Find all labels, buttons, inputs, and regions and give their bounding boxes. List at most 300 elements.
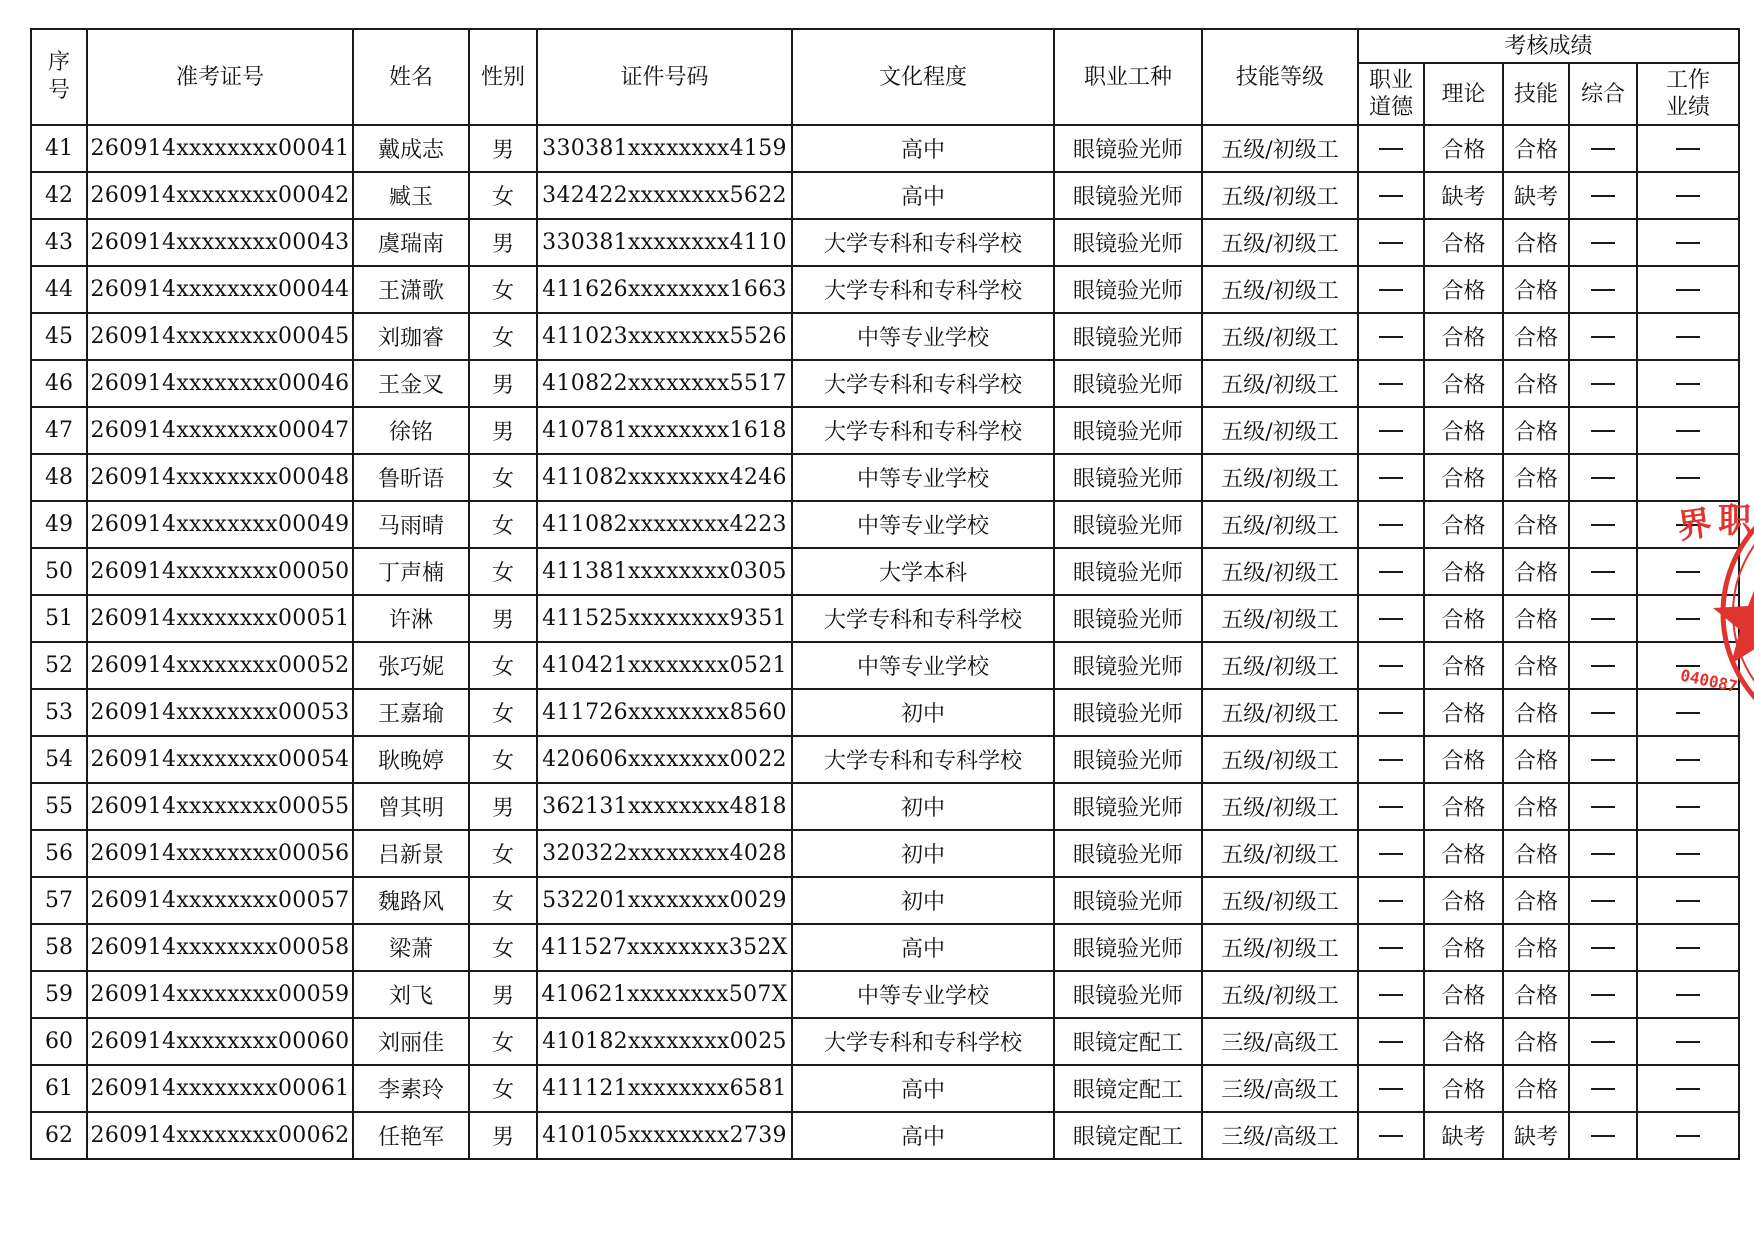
cell-seq: 48 (31, 454, 87, 501)
cell-gender: 男 (469, 595, 537, 642)
cell-overall (1569, 1112, 1637, 1159)
cell-job: 眼镜验光师 (1054, 266, 1202, 313)
cell-overall (1569, 172, 1637, 219)
cell-admit: 260914xxxxxxxx00041 (87, 125, 353, 172)
cell-performance (1637, 407, 1739, 454)
cell-seq: 58 (31, 924, 87, 971)
cell-skill: 合格 (1503, 736, 1569, 783)
cell-id: 410182xxxxxxxx0025 (537, 1018, 792, 1065)
cell-gender: 女 (469, 313, 537, 360)
cell-performance (1637, 783, 1739, 830)
empty-dash (1591, 759, 1615, 761)
cell-performance (1637, 313, 1739, 360)
cell-ethics (1358, 877, 1424, 924)
cell-admit: 260914xxxxxxxx00050 (87, 548, 353, 595)
cell-overall (1569, 595, 1637, 642)
cell-admit: 260914xxxxxxxx00061 (87, 1065, 353, 1112)
cell-id: 411082xxxxxxxx4223 (537, 501, 792, 548)
cell-name: 戴成志 (353, 125, 469, 172)
cell-job: 眼镜验光师 (1054, 971, 1202, 1018)
cell-performance (1637, 924, 1739, 971)
table-row (31, 1018, 1739, 1065)
empty-dash (1676, 571, 1700, 573)
empty-dash (1591, 806, 1615, 808)
cell-seq: 55 (31, 783, 87, 830)
cell-edu: 高中 (792, 125, 1054, 172)
empty-dash (1379, 853, 1403, 855)
cell-performance (1637, 1112, 1739, 1159)
empty-dash (1379, 1041, 1403, 1043)
table-row (31, 877, 1739, 924)
seal-code: 040087 (1678, 665, 1740, 697)
cell-skill: 合格 (1503, 548, 1569, 595)
cell-admit: 260914xxxxxxxx00062 (87, 1112, 353, 1159)
empty-dash (1591, 383, 1615, 385)
cell-theory: 合格 (1424, 360, 1503, 407)
cell-edu: 初中 (792, 689, 1054, 736)
empty-dash (1591, 195, 1615, 197)
empty-dash (1676, 994, 1700, 996)
empty-dash (1591, 712, 1615, 714)
cell-skill: 缺考 (1503, 1112, 1569, 1159)
header-ethics-label: 职业道德 (1368, 68, 1413, 120)
cell-performance (1637, 125, 1739, 172)
empty-dash (1676, 1135, 1700, 1137)
cell-edu: 高中 (792, 1112, 1054, 1159)
cell-performance (1637, 642, 1739, 689)
header-theory: 理论 (1424, 63, 1503, 125)
cell-skill: 合格 (1503, 924, 1569, 971)
cell-job: 眼镜定配工 (1054, 1018, 1202, 1065)
cell-ethics (1358, 830, 1424, 877)
cell-gender: 女 (469, 501, 537, 548)
header-job: 职业工种 (1054, 29, 1202, 125)
cell-seq: 52 (31, 642, 87, 689)
header-performance-label: 工作业绩 (1665, 68, 1710, 120)
cell-seq: 42 (31, 172, 87, 219)
cell-overall (1569, 501, 1637, 548)
cell-name: 吕新景 (353, 830, 469, 877)
cell-theory: 合格 (1424, 783, 1503, 830)
cell-theory: 合格 (1424, 501, 1503, 548)
cell-id: 410621xxxxxxxx507X (537, 971, 792, 1018)
cell-edu: 高中 (792, 924, 1054, 971)
cell-gender: 女 (469, 548, 537, 595)
cell-theory: 合格 (1424, 736, 1503, 783)
empty-dash (1676, 195, 1700, 197)
empty-dash (1676, 336, 1700, 338)
cell-id: 410822xxxxxxxx5517 (537, 360, 792, 407)
cell-seq: 49 (31, 501, 87, 548)
cell-seq: 61 (31, 1065, 87, 1112)
cell-skill: 合格 (1503, 595, 1569, 642)
empty-dash (1379, 994, 1403, 996)
cell-seq: 53 (31, 689, 87, 736)
cell-performance (1637, 830, 1739, 877)
cell-id: 411726xxxxxxxx8560 (537, 689, 792, 736)
cell-overall (1569, 360, 1637, 407)
cell-overall (1569, 924, 1637, 971)
table-row (31, 501, 1739, 548)
cell-name: 任艳军 (353, 1112, 469, 1159)
cell-performance (1637, 1065, 1739, 1112)
cell-edu: 大学专科和专科学校 (792, 595, 1054, 642)
cell-edu: 大学专科和专科学校 (792, 736, 1054, 783)
cell-edu: 中等专业学校 (792, 642, 1054, 689)
empty-dash (1591, 477, 1615, 479)
table-row (31, 548, 1739, 595)
results-table (30, 28, 1740, 1160)
cell-ethics (1358, 736, 1424, 783)
cell-name: 曾其明 (353, 783, 469, 830)
cell-name: 王潇歌 (353, 266, 469, 313)
cell-level: 五级/初级工 (1202, 360, 1358, 407)
cell-level: 五级/初级工 (1202, 877, 1358, 924)
cell-edu: 大学专科和专科学校 (792, 407, 1054, 454)
empty-dash (1676, 477, 1700, 479)
cell-job: 眼镜验光师 (1054, 924, 1202, 971)
cell-admit: 260914xxxxxxxx00049 (87, 501, 353, 548)
cell-ethics (1358, 266, 1424, 313)
cell-gender: 女 (469, 454, 537, 501)
empty-dash (1379, 1088, 1403, 1090)
empty-dash (1676, 289, 1700, 291)
cell-name: 臧玉 (353, 172, 469, 219)
table-row (31, 689, 1739, 736)
cell-overall (1569, 1065, 1637, 1112)
table-body (31, 125, 1739, 1159)
empty-dash (1379, 148, 1403, 150)
cell-performance (1637, 971, 1739, 1018)
cell-seq: 54 (31, 736, 87, 783)
cell-name: 魏路风 (353, 877, 469, 924)
table-row (31, 219, 1739, 266)
cell-seq: 44 (31, 266, 87, 313)
cell-skill: 合格 (1503, 501, 1569, 548)
empty-dash (1591, 618, 1615, 620)
empty-dash (1591, 336, 1615, 338)
table-row (31, 454, 1739, 501)
empty-dash (1676, 712, 1700, 714)
cell-level: 五级/初级工 (1202, 595, 1358, 642)
cell-level: 五级/初级工 (1202, 830, 1358, 877)
table-row (31, 971, 1739, 1018)
header-ethics (1358, 63, 1424, 125)
empty-dash (1379, 665, 1403, 667)
cell-admit: 260914xxxxxxxx00055 (87, 783, 353, 830)
empty-dash (1676, 524, 1700, 526)
cell-ethics (1358, 1018, 1424, 1065)
empty-dash (1676, 665, 1700, 667)
cell-level: 三级/高级工 (1202, 1065, 1358, 1112)
cell-gender: 男 (469, 360, 537, 407)
cell-level: 五级/初级工 (1202, 548, 1358, 595)
cell-gender: 男 (469, 407, 537, 454)
cell-level: 五级/初级工 (1202, 172, 1358, 219)
cell-overall (1569, 454, 1637, 501)
empty-dash (1379, 336, 1403, 338)
empty-dash (1379, 195, 1403, 197)
cell-gender: 女 (469, 266, 537, 313)
table-row (31, 783, 1739, 830)
cell-skill: 合格 (1503, 454, 1569, 501)
cell-admit: 260914xxxxxxxx00045 (87, 313, 353, 360)
cell-level: 五级/初级工 (1202, 125, 1358, 172)
cell-skill: 合格 (1503, 313, 1569, 360)
empty-dash (1676, 806, 1700, 808)
cell-gender: 男 (469, 971, 537, 1018)
cell-seq: 56 (31, 830, 87, 877)
cell-name: 刘丽佳 (353, 1018, 469, 1065)
cell-job: 眼镜验光师 (1054, 595, 1202, 642)
cell-level: 五级/初级工 (1202, 407, 1358, 454)
cell-performance (1637, 877, 1739, 924)
empty-dash (1379, 430, 1403, 432)
cell-gender: 女 (469, 877, 537, 924)
cell-id: 330381xxxxxxxx4159 (537, 125, 792, 172)
cell-seq: 43 (31, 219, 87, 266)
cell-gender: 女 (469, 830, 537, 877)
cell-theory: 合格 (1424, 219, 1503, 266)
results-sheet (30, 28, 1740, 1160)
cell-edu: 大学专科和专科学校 (792, 1018, 1054, 1065)
cell-name: 徐铭 (353, 407, 469, 454)
empty-dash (1676, 1041, 1700, 1043)
cell-skill: 合格 (1503, 1018, 1569, 1065)
empty-dash (1591, 242, 1615, 244)
cell-edu: 大学本科 (792, 548, 1054, 595)
table-row (31, 125, 1739, 172)
header-id: 证件号码 (537, 29, 792, 125)
cell-edu: 高中 (792, 172, 1054, 219)
empty-dash (1591, 994, 1615, 996)
seal-char-2: 职 (1718, 501, 1752, 541)
table-row (31, 1065, 1739, 1112)
cell-level: 五级/初级工 (1202, 313, 1358, 360)
header-overall: 综合 (1569, 63, 1637, 125)
empty-dash (1591, 900, 1615, 902)
cell-overall (1569, 689, 1637, 736)
cell-performance (1637, 548, 1739, 595)
cell-gender: 女 (469, 172, 537, 219)
cell-gender: 男 (469, 125, 537, 172)
empty-dash (1591, 947, 1615, 949)
cell-job: 眼镜验光师 (1054, 407, 1202, 454)
empty-dash (1379, 712, 1403, 714)
cell-id: 411121xxxxxxxx6581 (537, 1065, 792, 1112)
cell-admit: 260914xxxxxxxx00044 (87, 266, 353, 313)
cell-overall (1569, 407, 1637, 454)
cell-admit: 260914xxxxxxxx00043 (87, 219, 353, 266)
cell-performance (1637, 360, 1739, 407)
cell-theory: 合格 (1424, 689, 1503, 736)
empty-dash (1379, 806, 1403, 808)
cell-job: 眼镜验光师 (1054, 454, 1202, 501)
cell-performance (1637, 595, 1739, 642)
cell-ethics (1358, 548, 1424, 595)
cell-overall (1569, 830, 1637, 877)
table-row (31, 595, 1739, 642)
empty-dash (1676, 1088, 1700, 1090)
cell-skill: 合格 (1503, 219, 1569, 266)
header-performance (1637, 63, 1739, 125)
cell-level: 三级/高级工 (1202, 1018, 1358, 1065)
cell-id: 411626xxxxxxxx1663 (537, 266, 792, 313)
cell-job: 眼镜验光师 (1054, 830, 1202, 877)
cell-gender: 女 (469, 1018, 537, 1065)
empty-dash (1676, 853, 1700, 855)
cell-job: 眼镜验光师 (1054, 501, 1202, 548)
table-row (31, 172, 1739, 219)
cell-theory: 合格 (1424, 971, 1503, 1018)
cell-seq: 62 (31, 1112, 87, 1159)
header-name: 姓名 (353, 29, 469, 125)
cell-theory: 合格 (1424, 125, 1503, 172)
cell-admit: 260914xxxxxxxx00058 (87, 924, 353, 971)
cell-id: 410421xxxxxxxx0521 (537, 642, 792, 689)
cell-admit: 260914xxxxxxxx00060 (87, 1018, 353, 1065)
cell-id: 411525xxxxxxxx9351 (537, 595, 792, 642)
cell-name: 许淋 (353, 595, 469, 642)
cell-theory: 合格 (1424, 877, 1503, 924)
empty-dash (1379, 477, 1403, 479)
empty-dash (1591, 430, 1615, 432)
cell-name: 刘珈睿 (353, 313, 469, 360)
cell-overall (1569, 548, 1637, 595)
cell-theory: 缺考 (1424, 172, 1503, 219)
cell-ethics (1358, 689, 1424, 736)
table-row (31, 266, 1739, 313)
cell-id: 410105xxxxxxxx2739 (537, 1112, 792, 1159)
cell-id: 411082xxxxxxxx4246 (537, 454, 792, 501)
cell-performance (1637, 1018, 1739, 1065)
cell-theory: 合格 (1424, 924, 1503, 971)
cell-admit: 260914xxxxxxxx00042 (87, 172, 353, 219)
cell-overall (1569, 1018, 1637, 1065)
cell-admit: 260914xxxxxxxx00057 (87, 877, 353, 924)
header-seq-label: 序号 (47, 50, 70, 103)
header-scores: 考核成绩 (1358, 29, 1739, 63)
cell-ethics (1358, 454, 1424, 501)
empty-dash (1379, 900, 1403, 902)
cell-name: 梁萧 (353, 924, 469, 971)
cell-seq: 45 (31, 313, 87, 360)
cell-name: 王金叉 (353, 360, 469, 407)
cell-id: 320322xxxxxxxx4028 (537, 830, 792, 877)
cell-name: 虞瑞南 (353, 219, 469, 266)
cell-overall (1569, 736, 1637, 783)
cell-seq: 60 (31, 1018, 87, 1065)
cell-skill: 合格 (1503, 125, 1569, 172)
cell-skill: 缺考 (1503, 172, 1569, 219)
cell-skill: 合格 (1503, 689, 1569, 736)
empty-dash (1591, 665, 1615, 667)
cell-admit: 260914xxxxxxxx00053 (87, 689, 353, 736)
empty-dash (1379, 383, 1403, 385)
empty-dash (1591, 853, 1615, 855)
table-row (31, 1112, 1739, 1159)
empty-dash (1379, 242, 1403, 244)
cell-skill: 合格 (1503, 877, 1569, 924)
cell-seq: 41 (31, 125, 87, 172)
empty-dash (1379, 289, 1403, 291)
table-row (31, 407, 1739, 454)
cell-id: 330381xxxxxxxx4110 (537, 219, 792, 266)
cell-seq: 57 (31, 877, 87, 924)
cell-level: 五级/初级工 (1202, 783, 1358, 830)
cell-performance (1637, 501, 1739, 548)
empty-dash (1676, 242, 1700, 244)
cell-gender: 女 (469, 924, 537, 971)
cell-id: 411381xxxxxxxx0305 (537, 548, 792, 595)
cell-id: 420606xxxxxxxx0022 (537, 736, 792, 783)
cell-name: 李素玲 (353, 1065, 469, 1112)
cell-edu: 大学专科和专科学校 (792, 219, 1054, 266)
cell-skill: 合格 (1503, 266, 1569, 313)
cell-job: 眼镜验光师 (1054, 642, 1202, 689)
cell-overall (1569, 971, 1637, 1018)
cell-theory: 合格 (1424, 454, 1503, 501)
cell-skill: 合格 (1503, 642, 1569, 689)
cell-gender: 男 (469, 219, 537, 266)
cell-seq: 47 (31, 407, 87, 454)
cell-name: 耿晚婷 (353, 736, 469, 783)
empty-dash (1676, 947, 1700, 949)
cell-overall (1569, 125, 1637, 172)
cell-skill: 合格 (1503, 830, 1569, 877)
table-row (31, 736, 1739, 783)
cell-edu: 初中 (792, 830, 1054, 877)
cell-theory: 合格 (1424, 407, 1503, 454)
cell-level: 五级/初级工 (1202, 736, 1358, 783)
cell-job: 眼镜验光师 (1054, 877, 1202, 924)
header-seq (31, 29, 87, 125)
empty-dash (1676, 383, 1700, 385)
cell-level: 五级/初级工 (1202, 971, 1358, 1018)
table-row (31, 642, 1739, 689)
cell-name: 张巧妮 (353, 642, 469, 689)
cell-ethics (1358, 313, 1424, 360)
cell-edu: 中等专业学校 (792, 313, 1054, 360)
cell-performance (1637, 172, 1739, 219)
cell-id: 342422xxxxxxxx5622 (537, 172, 792, 219)
cell-performance (1637, 219, 1739, 266)
cell-admit: 260914xxxxxxxx00047 (87, 407, 353, 454)
cell-job: 眼镜验光师 (1054, 689, 1202, 736)
cell-overall (1569, 642, 1637, 689)
cell-performance (1637, 266, 1739, 313)
cell-name: 鲁昕语 (353, 454, 469, 501)
header-edu: 文化程度 (792, 29, 1054, 125)
cell-ethics (1358, 360, 1424, 407)
cell-gender: 女 (469, 689, 537, 736)
empty-dash (1591, 1135, 1615, 1137)
cell-id: 411023xxxxxxxx5526 (537, 313, 792, 360)
cell-theory: 合格 (1424, 830, 1503, 877)
cell-overall (1569, 783, 1637, 830)
cell-ethics (1358, 1065, 1424, 1112)
cell-admit: 260914xxxxxxxx00051 (87, 595, 353, 642)
header-admit: 准考证号 (87, 29, 353, 125)
cell-ethics (1358, 219, 1424, 266)
cell-admit: 260914xxxxxxxx00052 (87, 642, 353, 689)
cell-name: 马雨晴 (353, 501, 469, 548)
empty-dash (1591, 1088, 1615, 1090)
seal-char-1: 界 (1674, 502, 1715, 548)
cell-level: 五级/初级工 (1202, 266, 1358, 313)
cell-admit: 260914xxxxxxxx00048 (87, 454, 353, 501)
table-row (31, 360, 1739, 407)
